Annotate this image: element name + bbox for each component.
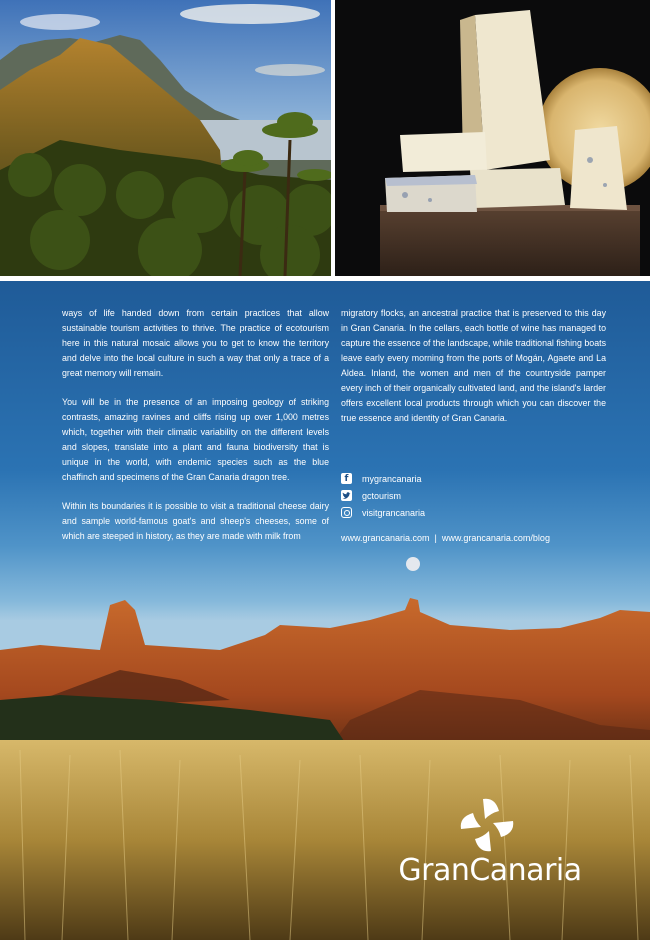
- logo-wordmark: GranCanaria: [398, 853, 582, 888]
- twitter-icon: [341, 490, 352, 501]
- blog-link[interactable]: www.grancanaria.com/blog: [441, 533, 550, 543]
- left-text-column: [62, 306, 329, 558]
- right-text-column: [341, 306, 606, 440]
- twitter-handle: gctourism: [362, 490, 402, 501]
- facebook-link[interactable]: [341, 470, 425, 487]
- left-paragraph-3: Within its boundaries it is possible to visit a traditional cheese dairy and sample world-famous goat's and sheep's cheeses, some of which are steeped in history, as they are made with milk from: [62, 501, 329, 541]
- right-paragraph-1: migratory flocks, an ancestral practice that is preserved to this day in Gran Canaria. In the cellars, each bottle of wine has managed to capture the essence of the landscape, while traditional fishing boats leave early every morning from the ports of Mogán, Agaete and La Aldea. Inland, the women and men of the countryside pamper every inch of their organically cultivated land, and the island's larder offers excellent local products through which you can discover the true essence and identity of Gran Canaria.: [341, 308, 606, 423]
- left-paragraph-1: ways of life handed down from certain practices that allow sustainable tourism activities to thrive. The practice of ecotourism here in this natural mosaic allows you to get to know the territory and delve into the local culture in such a way that only a trace of a great memory will remain.: [62, 308, 329, 378]
- gran-canaria-logo: [385, 795, 595, 895]
- website-link[interactable]: www.grancanaria.com: [341, 533, 430, 543]
- link-separator: |: [434, 533, 437, 543]
- social-links: [341, 470, 425, 521]
- horizontal-divider: [0, 276, 650, 281]
- instagram-icon: [341, 507, 352, 518]
- facebook-icon: f: [341, 473, 352, 484]
- left-paragraph-2: You will be in the presence of an imposing geology of striking contrasts, amazing ravines and cliffs rising up over 1,000 metres which, together with their climatic variability on the different levels and slopes, translate into a plant and fauna biodiversity that is unique in the world, with endemic species such as the blue chaffinch and specimens of the Gran Canaria dragon tree.: [62, 397, 329, 482]
- mountain-palm-photo: [0, 0, 331, 276]
- facebook-handle: mygrancanaria: [362, 473, 422, 484]
- website-links: [341, 533, 550, 543]
- cheese-photo: [335, 0, 650, 276]
- instagram-link[interactable]: [341, 504, 425, 521]
- twitter-link[interactable]: [341, 487, 425, 504]
- gran-canaria-star-icon: [457, 795, 517, 855]
- instagram-handle: visitgrancanaria: [362, 507, 426, 518]
